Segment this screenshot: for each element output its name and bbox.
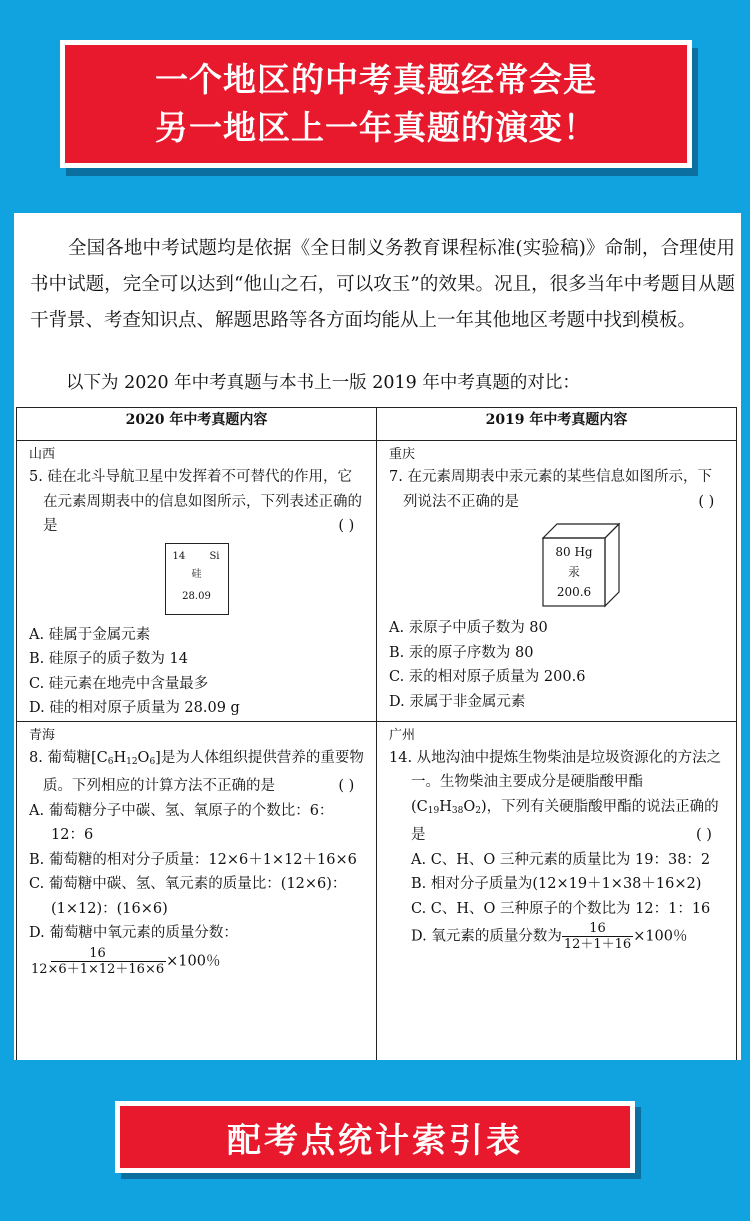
option-d: D. 葡萄糖中氧元素的质量分数： $\frac{16}{12\times 6+1\times 12+16\times 6}$ ×100％ [29,925,238,977]
column-header-2019: 2019 年中考真题内容 [377,408,737,441]
table-header-row [17,408,737,441]
fraction: $\frac{16}{12\times 6+1\times 12+16\times 6}$ [31,945,165,977]
option-d: D. 氧元素的质量分数为 $\frac{16}{12+1+16}$ ×100％ [411,921,688,952]
answer-bracket: ( ) [698,493,715,510]
header-line-1: 一个地区的中考真题经常会是 [155,60,597,99]
question-cell-chongqing [377,441,737,722]
question-text: 14. 从地沟油中提炼生物柴油是垃圾资源化的方法之一。生物柴油主要成分是硬脂酸甲酯$(C_{19}H_{38}O_2)$，下列有关硬脂酸甲酯的说法正确的是 ( ) [389,749,722,843]
fraction: $\frac{16}{12+1+16}$ [563,921,632,952]
comparison-table [16,407,737,1060]
question-cell-guangzhou [377,721,737,1060]
option-b: B. 硅原子的质子数为 14 [29,651,188,667]
option-b: B. 葡萄糖的相对分子质量：12×6＋1×12＋16×6 [29,851,357,868]
question-text: 8. 葡萄糖$[C_6H_{12}O_6]$是为人体组织提供营养的重要物质。下列相应的计算方法不正确的是 ( ) [29,746,364,799]
compare-heading: 以下为 2020 年中考真题与本书上一版 2019 年中考真题的对比： [66,373,580,393]
column-header-2020: 2020 年中考真题内容 [17,408,377,441]
option-c: C. 汞的相对原子质量为 200.6 [389,669,586,685]
option-c: C. 葡萄糖中碳、氢、氧元素的质量比：(12×6)：(1×12)：(16×6) [29,876,347,917]
option-c: C. C、H、O 三种原子的个数比为 12：1：16 [411,900,711,917]
question-cell-qinghai [17,721,377,1060]
element-card-silicon [165,543,229,615]
region-label: 重庆 [389,447,416,462]
content-panel [14,213,741,1060]
element-name: 汞 [567,565,580,579]
option-b: B. 相对分子质量为(12×19＋1×38＋16×2) [411,876,702,892]
region-label: 青海 [29,727,56,743]
answer-bracket: ( ) [338,778,355,794]
option-a: A. 汞原子中质子数为 80 [389,620,548,636]
region-label: 广州 [389,727,416,743]
element-card-mercury [541,522,625,608]
answer-bracket: ( ) [338,518,355,534]
intro-text [30,231,735,339]
option-a: A. 葡萄糖分子中碳、氢、氧原子的个数比：6：12：6 [29,802,334,843]
footer-label: 配考点统计索引表 [227,1120,523,1161]
element-symbol: Si [209,550,220,562]
header-line-2: 另一地区上一年真题的演变！ [155,108,597,147]
option-a: A. C、H、O 三种元素的质量比为 19：38：2 [411,851,711,868]
element-name: 硅 [191,568,202,580]
option-b: B. 汞的原子序数为 80 [389,644,534,661]
atomic-number: 14 [172,550,186,562]
atomic-mass: 200.6 [556,585,592,599]
question-text: 7. 在元素周期表中汞元素的某些信息如图所示，下列说法不正确的是 ( ) [389,465,724,514]
table-row [17,441,737,722]
option-d: D. 汞属于非金属元素 [389,693,526,710]
question-cell-shanxi [17,441,377,722]
question-text: 5. 硅在北斗导航卫星中发挥着不可替代的作用，它在元素周期表中的信息如图所示，下列表述正确的是 ( ) [29,465,364,539]
header-banner [60,40,692,168]
option-d: D. 硅的相对原子质量为 28.09 g [29,700,240,716]
region-label: 山西 [29,447,56,462]
element-number-symbol: 80 Hg [555,545,593,559]
option-a: A. 硅属于金属元素 [29,626,151,643]
footer-banner [115,1101,635,1173]
atomic-mass: 28.09 [182,590,211,602]
table-row [17,721,737,1060]
intro-paragraph: 全国各地中考试题均是依据《全日制义务教育课程标准(实验稿)》命制，合理使用书中试题，完全可以达到“他山之石，可以攻玉”的效果。况且，很多当年中考题目从题干背景、考查知识点、解题思路等各方面均能从上一年其他地区考题中找到模板。 [30,238,735,331]
option-c: C. 硅元素在地壳中含量最多 [29,675,209,692]
